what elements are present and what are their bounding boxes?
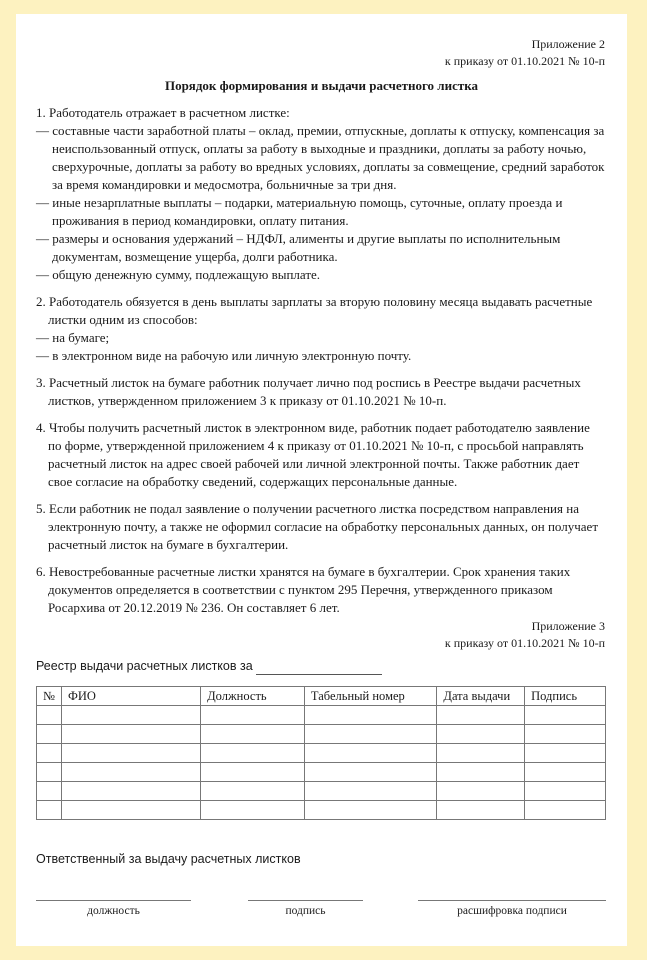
- procedure-item: [36, 293, 606, 365]
- table-cell: [61, 706, 200, 725]
- table-cell: [37, 725, 62, 744]
- bullet-line: — в электронном виде на рабочую или личную электронную почту.: [36, 348, 412, 363]
- table-cell: [437, 725, 525, 744]
- signature-line: [248, 900, 363, 901]
- table-cell: [525, 725, 606, 744]
- position-caption: должность: [87, 905, 140, 917]
- table-cell: [37, 782, 62, 801]
- procedure-item: [36, 419, 606, 491]
- item-text: 1. Работодатель отражает в расчетном листке:: [36, 105, 290, 120]
- table-cell: [201, 763, 305, 782]
- table-cell: [437, 801, 525, 820]
- item-text: 6. Невостребованные расчетные листки хранятся на бумаге в бухгалтерии. Срок хранения таких документов определяется в соответствии с пунктом 295 Перечня, утвержденного приказом Росархива от 20.12.2019 № 236. Он составляет 6 лет.: [36, 564, 571, 615]
- table-cell: [61, 725, 200, 744]
- procedure-items: [36, 104, 606, 626]
- table-cell: [437, 706, 525, 725]
- table-cell: [437, 763, 525, 782]
- table-cell: [304, 763, 437, 782]
- registry-header-row: [37, 687, 606, 706]
- bullet-line: — общую денежную сумму, подлежащую выплате.: [36, 267, 321, 282]
- table-cell: [37, 744, 62, 763]
- procedure-item: [36, 374, 606, 410]
- item-text: 5. Если работник не подал заявление о получении расчетного листка посредством направления на электронную почту, а также не оформил согласие на обработку персональных данных, он получает расчетный листок на бумаге в бухгалтерии.: [36, 501, 599, 552]
- registry-column-header: Должность: [201, 687, 305, 706]
- item-text: 2. Работодатель обязуется в день выплаты зарплаты за вторую половину месяца выдавать расчетные листки одним из способов:: [36, 294, 593, 327]
- signature-block-signature: [248, 900, 363, 917]
- table-row: [37, 801, 606, 820]
- appendix-2-title: Приложение 2: [531, 37, 605, 51]
- item-text: 4. Чтобы получить расчетный листок в электронном виде, работник подает работодателю заявление по форме, утвержденной приложением 4 к приказу от 01.10.2021 № 10-п, с просьбой направлять расчетный листок на адрес своей рабочей или личной электронной почты. Также работник дает свое согласие на обработку сведений, содержащих персональные данные.: [36, 420, 590, 489]
- procedure-item: [36, 104, 606, 284]
- table-cell: [37, 763, 62, 782]
- bullet-line: — размеры и основания удержаний – НДФЛ, алименты и другие выплаты по исполнительным документам, возмещение ущерба, долги работника.: [36, 231, 561, 264]
- signature-line: [36, 900, 191, 901]
- table-row: [37, 706, 606, 725]
- table-row: [37, 782, 606, 801]
- registry-column-header: Дата выдачи: [437, 687, 525, 706]
- table-cell: [525, 744, 606, 763]
- table-cell: [437, 782, 525, 801]
- table-cell: [61, 801, 200, 820]
- table-cell: [37, 801, 62, 820]
- table-cell: [304, 782, 437, 801]
- table-row: [37, 725, 606, 744]
- table-cell: [201, 725, 305, 744]
- appendix-2-header: [445, 36, 605, 70]
- table-cell: [201, 782, 305, 801]
- signature-block-decoding: [418, 900, 606, 917]
- registry-column-header: Подпись: [525, 687, 606, 706]
- table-cell: [61, 763, 200, 782]
- bullet-line: — составные части заработной платы – оклад, премии, отпускные, доплаты к отпуску, компенсация за неиспользованный отпуск, оплаты за работу в выходные и праздники, доплаты за работу ночью, сверхурочные, доплаты за работу во вредных условиях, доплаты за совмещение, средний заработок за время командировки и медосмотра, больничные за три дня.: [36, 123, 605, 192]
- appendix-3-title: Приложение 3: [531, 619, 605, 633]
- table-cell: [201, 706, 305, 725]
- bullet-line: — на бумаге;: [36, 330, 110, 345]
- decoding-caption: расшифровка подписи: [457, 905, 567, 917]
- table-cell: [61, 782, 200, 801]
- table-row: [37, 763, 606, 782]
- table-cell: [437, 744, 525, 763]
- table-cell: [201, 801, 305, 820]
- procedure-item: [36, 500, 606, 554]
- table-cell: [304, 744, 437, 763]
- appendix-3-header: [445, 618, 605, 652]
- appendix-2-reference: к приказу от 01.10.2021 № 10-п: [444, 54, 605, 68]
- table-cell: [525, 763, 606, 782]
- table-cell: [304, 801, 437, 820]
- registry-column-header: Табельный номер: [304, 687, 437, 706]
- table-row: [37, 744, 606, 763]
- table-cell: [304, 725, 437, 744]
- signature-caption: подпись: [285, 905, 326, 917]
- table-cell: [201, 744, 305, 763]
- registry-table: [36, 686, 606, 820]
- registry-column-header: ФИО: [61, 687, 200, 706]
- table-cell: [37, 706, 62, 725]
- registry-title: Реестр выдачи расчетных листков за: [36, 659, 253, 673]
- table-cell: [304, 706, 437, 725]
- table-cell: [525, 801, 606, 820]
- responsible-label: Ответственный за выдачу расчетных листков: [36, 852, 301, 866]
- document-page: [16, 14, 627, 946]
- table-cell: [525, 706, 606, 725]
- registry-period-blank: [256, 674, 382, 675]
- procedure-item: [36, 563, 606, 617]
- table-cell: [525, 782, 606, 801]
- bullet-line: — иные незарплатные выплаты – подарки, материальную помощь, суточные, оплату проезда и проживания в период командировки, оплату питания.: [36, 195, 563, 228]
- item-text: 3. Расчетный листок на бумаге работник получает лично под роспись в Реестре выдачи расчетных листков, утвержденном приложением 3 к приказу от 01.10.2021 № 10-п.: [36, 375, 581, 408]
- registry-body: [37, 706, 606, 820]
- document-title: Порядок формирования и выдачи расчетного листка: [164, 78, 479, 93]
- signature-line: [418, 900, 606, 901]
- appendix-3-reference: к приказу от 01.10.2021 № 10-п: [444, 636, 605, 650]
- registry-column-header: №: [37, 687, 62, 706]
- table-cell: [61, 744, 200, 763]
- signature-block-position: [36, 900, 191, 917]
